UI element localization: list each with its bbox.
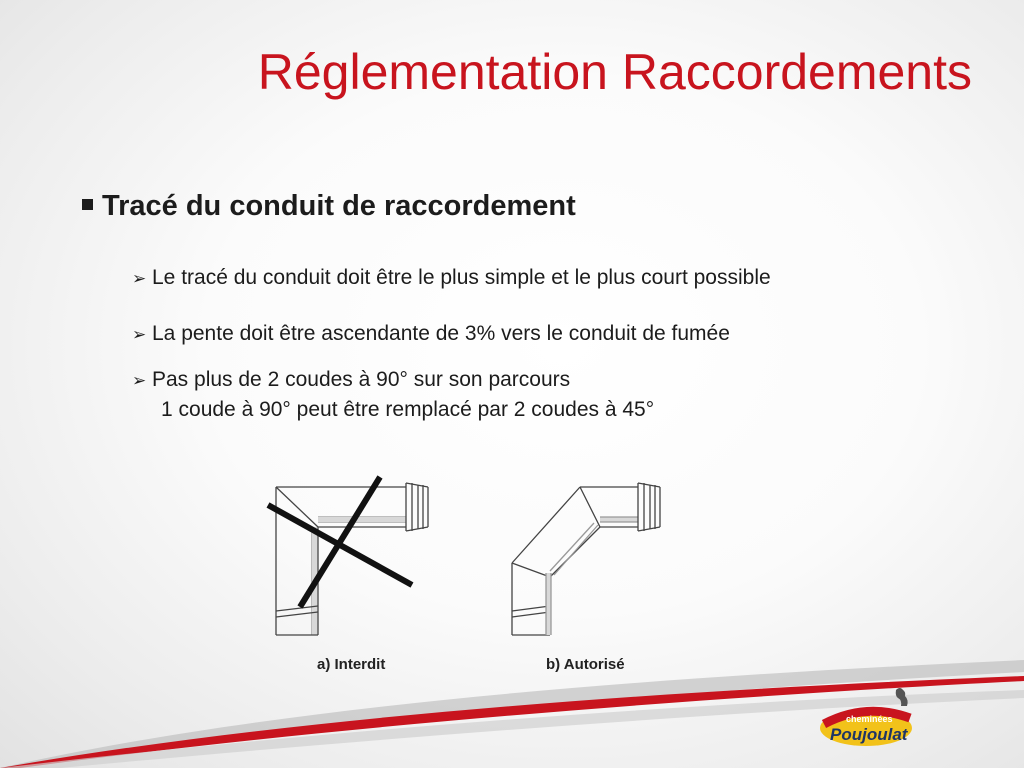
cat-icon [896,688,908,706]
arrow-bullet-icon: ➢ [132,371,147,390]
logo-brand-text: Poujoulat [830,725,908,744]
bullet-text: Le tracé du conduit doit être le plus simple et le plus court possible [152,266,771,289]
bullet-text: La pente doit être ascendante de 3% vers le conduit de fumée [152,322,730,345]
arrow-bullet-icon: ➢ [132,269,147,288]
caption-forbidden: a) Interdit [317,656,386,673]
logo-top-text: cheminées [846,714,893,724]
caption-allowed: b) Autorisé [546,656,625,673]
bullet-text: Pas plus de 2 coudes à 90° sur son parcours [152,368,571,391]
slide-title: Réglementation Raccordements [257,44,972,100]
poujoulat-logo [818,684,918,754]
section-heading-text: Tracé du conduit de raccordement [102,190,576,222]
arrow-bullet-icon: ➢ [132,325,147,344]
bullet-subtext: 1 coude à 90° peut être remplacé par 2 coudes à 45° [161,398,655,421]
